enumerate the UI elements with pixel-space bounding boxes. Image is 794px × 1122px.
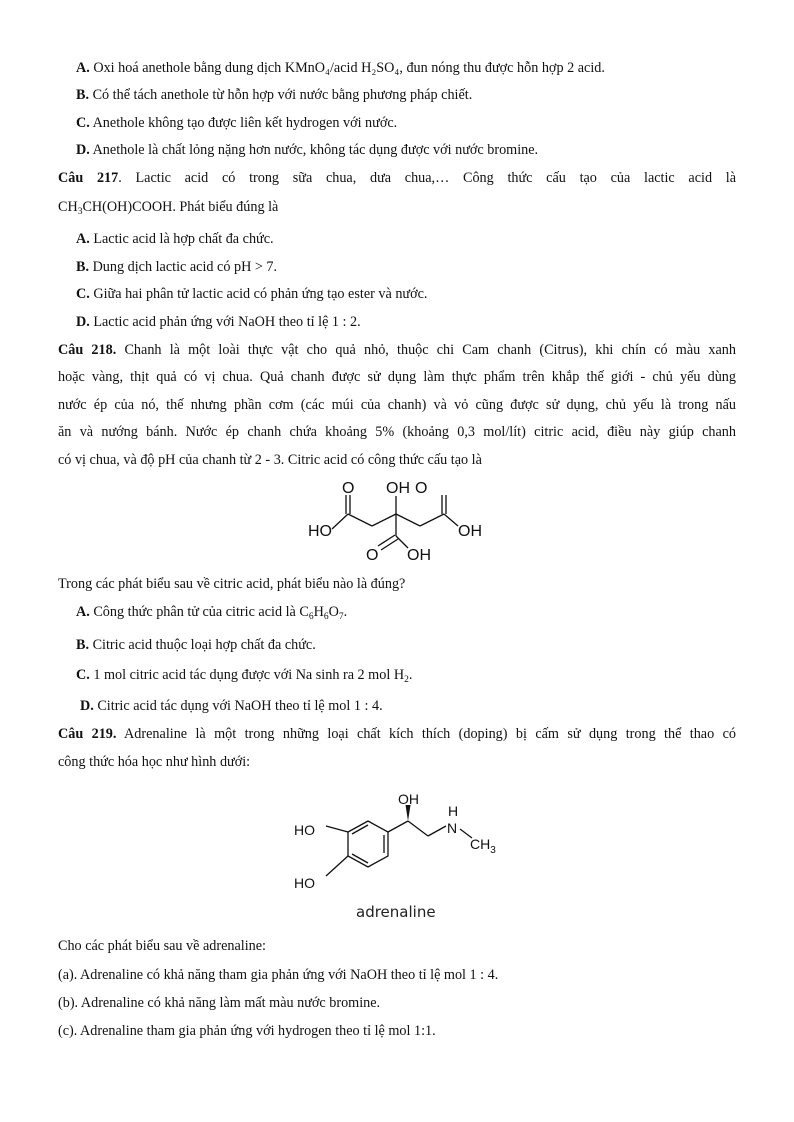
q218-stem-line2: hoặc vàng, thịt quả có vị chua. Quả chanh được sử dụng làm thực phẩm trên khắp thế giới - chủ yếu dùng: [58, 369, 736, 385]
prev-option-a: A. Oxi hoá anethole bằng dung dịch KMnO₄/acid H₂SO₄, đun nóng thu được hỗn hợp 2 acid.: [76, 60, 605, 76]
prev-option-b: B. Có thể tách anethole từ hỗn hợp với nước bằng phương pháp chiết.: [76, 87, 473, 103]
citric-o-right-label: O: [415, 480, 428, 497]
citric-o-left-label: O: [342, 480, 355, 497]
citric-o-bottom-label: O: [366, 547, 379, 564]
citric-oh-top-label: OH: [386, 480, 410, 497]
q218-option-c: C. 1 mol citric acid tác dụng được với Na sinh ra 2 mol $H_2$.: [76, 667, 413, 685]
q218-stem-line3: nước ép của nó, thế nhưng phần cơm (các múi của chanh) và vỏ cũng được sử dụng, chủ yếu là trong nấu: [58, 397, 736, 413]
q218-option-a: A. Công thức phân tử của citric acid là $C_6H_6O_7$.: [76, 604, 348, 622]
q217-stem-line2: $CH_3CH(OH)COOH$. Phát biểu đúng là: [58, 199, 279, 217]
q219-prompt: Cho các phát biểu sau về adrenaline:: [58, 938, 266, 954]
citric-ho-left-label: HO: [308, 523, 332, 540]
q218-prompt: Trong các phát biểu sau về citric acid, phát biểu nào là đúng?: [58, 576, 406, 592]
q219-statement-a: (a). Adrenaline có khả năng tham gia phản ứng với NaOH theo tỉ lệ mol 1 : 4.: [58, 967, 499, 983]
q217-stem-line1: Câu 217. Lactic acid có trong sữa chua, dưa chua,… Công thức cấu tạo của lactic acid là: [58, 170, 737, 186]
q219-stem-line1: Câu 219. Adrenaline là một trong những loại chất kích thích (doping) bị cấm sử dụng trong thể thao có: [58, 726, 736, 742]
q219-stem-line2: công thức hóa học như hình dưới:: [58, 754, 251, 770]
prev-option-d: D. Anethole là chất lỏng nặng hơn nước, không tác dụng được với nước bromine.: [76, 142, 539, 158]
q217-option-b: B. Dung dịch lactic acid có pH > 7.: [76, 259, 278, 275]
adrenaline-structure: [290, 790, 510, 896]
adrenaline-ch3-label: $CH_3$: [470, 836, 496, 856]
q217-option-a: A. Lactic acid là hợp chất đa chức.: [76, 231, 274, 247]
q218-stem-line1: Câu 218. Chanh là một loài thực vật cho quả nhỏ, thuộc chi Cam chanh (Citrus), khi chín có màu xanh: [58, 342, 736, 358]
adrenaline-oh-label: OH: [398, 791, 419, 807]
q217-option-c: C. Giữa hai phân tử lactic acid có phản ứng tạo ester và nước.: [76, 286, 428, 302]
adrenaline-caption: adrenaline: [356, 903, 436, 921]
citric-acid-structure: [300, 474, 500, 566]
prev-option-c: C. Anethole không tạo được liên kết hydrogen với nước.: [76, 115, 398, 131]
q218-stem-line5: có vị chua, và độ pH của chanh từ 2 - 3. Citric acid có công thức cấu tạo là: [58, 452, 482, 468]
q218-option-d: D. Citric acid tác dụng với NaOH theo tỉ lệ mol 1 : 4.: [80, 698, 383, 714]
q219-statement-c: (c). Adrenaline tham gia phản ứng với hydrogen theo tỉ lệ mol 1:1.: [58, 1023, 436, 1039]
adrenaline-h-label: H: [448, 803, 459, 819]
q218-stem-line4: ăn và nướng bánh. Nước ép chanh chứa khoảng 5% (khoảng 0,3 mol/lít) citric acid, điều này giúp chanh: [58, 424, 736, 440]
q217-option-d: D. Lactic acid phản ứng với NaOH theo tỉ lệ 1 : 2.: [76, 314, 361, 330]
adrenaline-n-label: N: [447, 820, 458, 836]
q219-statement-b: (b). Adrenaline có khả năng làm mất màu nước bromine.: [58, 995, 381, 1011]
citric-oh-right-label: OH: [458, 523, 482, 540]
q217-formula: $CH_3CH(OH)COOH$: [58, 199, 173, 217]
q218-formula-h2: $H_2$: [393, 667, 409, 685]
citric-oh-bottom-label: OH: [407, 547, 431, 564]
adrenaline-ho-top-label: HO: [294, 822, 315, 838]
q218-formula-c6h6o7: $C_6H_6O_7$: [299, 604, 344, 622]
q218-option-b: B. Citric acid thuộc loại hợp chất đa chức.: [76, 637, 316, 653]
adrenaline-ho-bottom-label: HO: [294, 875, 315, 891]
